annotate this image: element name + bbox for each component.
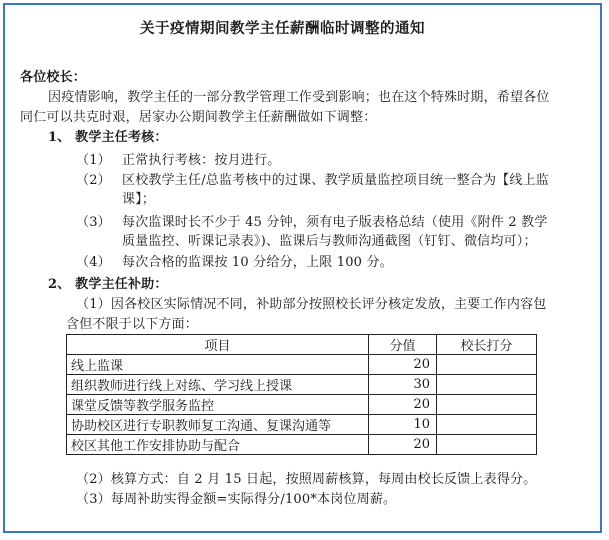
section-2-intro-1: （1）因各校区实际情况不同，补助部分按照校长评分核定发放，主要工作内容包 — [76, 297, 547, 312]
greeting: 各位校长： — [20, 70, 87, 85]
row-score: 30 — [369, 375, 437, 395]
note-calculation: （2）核算方式：自 2 月 15 日起，按照周薪核算，每周由校长反馈上表得分。 — [76, 472, 537, 487]
item-3-number: （3） — [76, 215, 111, 230]
section-2-intro-2: 含但不限于以下方面： — [66, 317, 199, 332]
header-score: 分值 — [369, 335, 437, 355]
row-item: 课堂反馈等教学服务监控 — [67, 395, 369, 415]
row-item: 协助校区进行专职教师复工沟通、复课沟通等 — [67, 415, 369, 435]
table-row — [67, 395, 537, 415]
section-2-heading: 2、 教学主任补助： — [48, 277, 168, 292]
item-2-text-cont: 课】； — [122, 192, 156, 207]
row-score: 10 — [369, 415, 437, 435]
item-3-text: 每次监课时长不少于 45 分钟，须有电子版表格总结（使用《附件 2 教学 — [122, 215, 548, 230]
table-row — [67, 435, 537, 455]
page-title: 关于疫情期间教学主任薪酬临时调整的通知 — [140, 20, 425, 37]
item-1-text: 正常执行考核：按月进行。 — [122, 153, 281, 168]
note-formula: （3）每周补助实得金额=实际得分/100*本岗位周薪。 — [76, 492, 397, 507]
item-1-number: （1） — [76, 153, 111, 168]
row-item: 组织教师进行线上对练、学习线上授课 — [67, 375, 369, 395]
header-principal-rating: 校长打分 — [437, 335, 537, 355]
item-2-number: （2） — [76, 173, 111, 188]
row-score: 20 — [369, 355, 437, 375]
table-header-row — [67, 335, 537, 355]
intro-line-2: 同仁可以共克时艰，居家办公期间教学主任薪酬做如下调整： — [20, 110, 377, 125]
item-4-number: （4） — [76, 255, 111, 270]
row-rating — [437, 435, 537, 455]
item-4-text: 每次合格的监课按 10 分给分，上限 100 分。 — [122, 255, 393, 270]
row-score: 20 — [369, 435, 437, 455]
row-item: 线上监课 — [67, 355, 369, 375]
intro-line-1: 因疫情影响，教学主任的一部分教学管理工作受到影响；也在这个特殊时期，希望各位 — [48, 90, 550, 105]
table-row — [67, 355, 537, 375]
item-2-text: 区校教学主任/总监考核中的过课、教学质量监控项目统一整合为【线上监 — [122, 173, 549, 188]
item-3-text-cont: 质量监控、听课记录表》)、监课后与教师沟通截图（钉钉、微信均可）； — [122, 234, 537, 249]
section-1-heading: 1、 教学主任考核： — [48, 130, 168, 145]
table-row — [67, 375, 537, 395]
row-score: 20 — [369, 395, 437, 415]
row-rating — [437, 395, 537, 415]
row-rating — [437, 355, 537, 375]
subsidy-table — [66, 334, 537, 455]
header-item: 项目 — [67, 335, 369, 355]
row-item: 校区其他工作安排协助与配合 — [67, 435, 369, 455]
table-row — [67, 415, 537, 435]
row-rating — [437, 415, 537, 435]
row-rating — [437, 375, 537, 395]
